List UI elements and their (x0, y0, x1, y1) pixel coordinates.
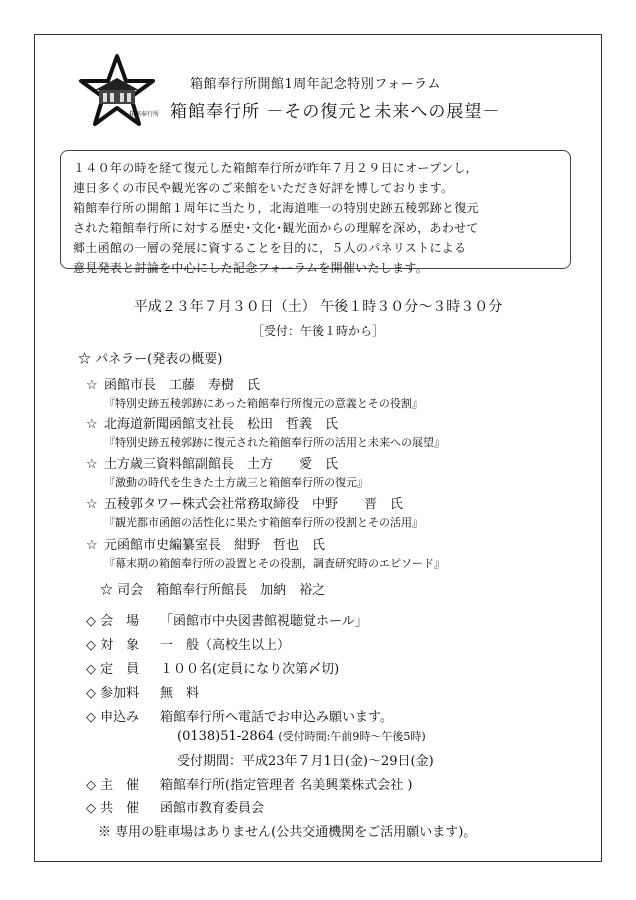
intro-line: 意見発表と討論を中心にした記念フォーラムを開催いたします。 (73, 261, 429, 275)
organizer-cohost (86, 797, 264, 816)
event-date: 平成２３年７月３０日（土） 午後１時３０分～３時３０分 (133, 299, 503, 315)
panelist-topic: 『観光都市函館の活性化に果たす箱館奉行所の役割とその活用』 (104, 516, 423, 529)
info-label: ◇ 参加料 (86, 686, 140, 701)
moderator: ☆ 司会 箱館奉行所館長 加納 裕之 (100, 583, 326, 598)
intro-line: された箱館奉行所に対する歴史･文化･観光面からの理解を深め，あわせて (73, 221, 479, 235)
info-value: 函館市教育委員会 (160, 801, 265, 816)
organizer-host (86, 774, 412, 793)
info-label: ◇ 定 員 (86, 662, 140, 677)
info-label: ◇ 共 催 (86, 801, 140, 816)
info-capacity (86, 658, 339, 677)
star-icon: ☆ (86, 417, 98, 432)
event-title: 箱館奉行所 －その復元と未来への展望－ (170, 102, 501, 122)
info-label: ◇ 会 場 (86, 614, 140, 629)
application-period: 受付期間：平成23年７月1日(金)～29日(金) (177, 754, 434, 769)
event-subtitle: 箱館奉行所開館1周年記念特別フォーラム (190, 77, 441, 92)
info-value: 一 般（高校生以上） (160, 638, 291, 653)
phone-number: (0138)51-2864 (177, 729, 275, 744)
info-audience (86, 634, 290, 653)
panelist-name: 函館市長 工藤 寿樹 氏 (104, 378, 261, 393)
info-value: 「函館市中央図書館視聴覚ホール」 (160, 614, 368, 629)
panelist-topic: 『幕末期の箱館奉行所の設置とその役割，調査研究時のエピソード』 (104, 557, 445, 570)
intro-line: 郷土函館の一層の発展に資することを目的に，５人のパネリストによる (73, 241, 467, 255)
info-label: ◇ 申込み (86, 710, 140, 725)
star-icon: ☆ (86, 378, 98, 393)
panelist-3 (86, 453, 338, 472)
panelist-topic: 『特別史跡五稜郭跡にあった箱館奉行所復元の意義とその役割』 (104, 397, 423, 410)
parking-note: ※ 専用の駐車場はありません(公共交通機関をご活用願います)。 (98, 825, 477, 840)
info-value: 無 料 (160, 686, 200, 701)
panelist-2 (86, 413, 338, 432)
star-icon: ☆ (86, 457, 98, 472)
star-icon: ☆ (86, 538, 98, 553)
intro-box (60, 150, 571, 275)
panelist-topic: 『特別史跡五稜郭跡に復元された箱館奉行所の活用と未来への展望』 (104, 436, 445, 449)
panelists-heading: ☆ パネラー(発表の概要) (78, 352, 223, 367)
info-label: ◇ 主 催 (86, 778, 140, 793)
panelist-name: 五稜郭タワー株式会社常務取締役 中野 晋 氏 (104, 497, 404, 512)
reception-hours: (受付時間:午前9時～午後5時) (278, 730, 426, 743)
info-value: 箱館奉行所へ電話でお申込み願います。 (160, 710, 393, 725)
info-label: ◇ 対 象 (86, 638, 140, 653)
panelist-name: 北海道新聞函館支社長 松田 哲義 氏 (104, 417, 339, 432)
panelist-name: 土方歳三資料館副館長 土方 愛 氏 (104, 457, 339, 472)
info-value: １００名(定員になり次第〆切) (160, 662, 340, 677)
contact-phone-line (177, 728, 426, 744)
intro-line: 連日多くの市民や観光客のご来館をいただき好評を博しております。 (73, 181, 454, 195)
panelist-topic: 『激動の時代を生きた土方歳三と箱館奉行所の復元』 (104, 476, 368, 489)
panelist-4 (86, 493, 403, 512)
info-value: 箱館奉行所(指定管理者 名美興業株式会社 ) (160, 778, 413, 793)
intro-line: １４０年の時を経て復元した箱館奉行所が昨年７月２９日にオープンし， (73, 161, 478, 175)
hakodate-magistrate-logo (79, 54, 160, 130)
panelist-1 (86, 374, 260, 393)
intro-line: 箱館奉行所の開館１周年に当たり，北海道唯一の特別史跡五稜郭跡と復元 (73, 201, 479, 215)
info-venue (86, 610, 368, 629)
logo-text: 箱館奉行所 (129, 111, 160, 118)
info-fee (86, 682, 199, 701)
info-application (86, 706, 393, 725)
panelist-5 (86, 534, 325, 553)
star-icon: ☆ (86, 497, 98, 512)
panelist-name: 元函館市史編纂室長 紺野 哲也 氏 (104, 538, 326, 553)
reception-time: ［受付：午後１時から］ (251, 324, 384, 338)
